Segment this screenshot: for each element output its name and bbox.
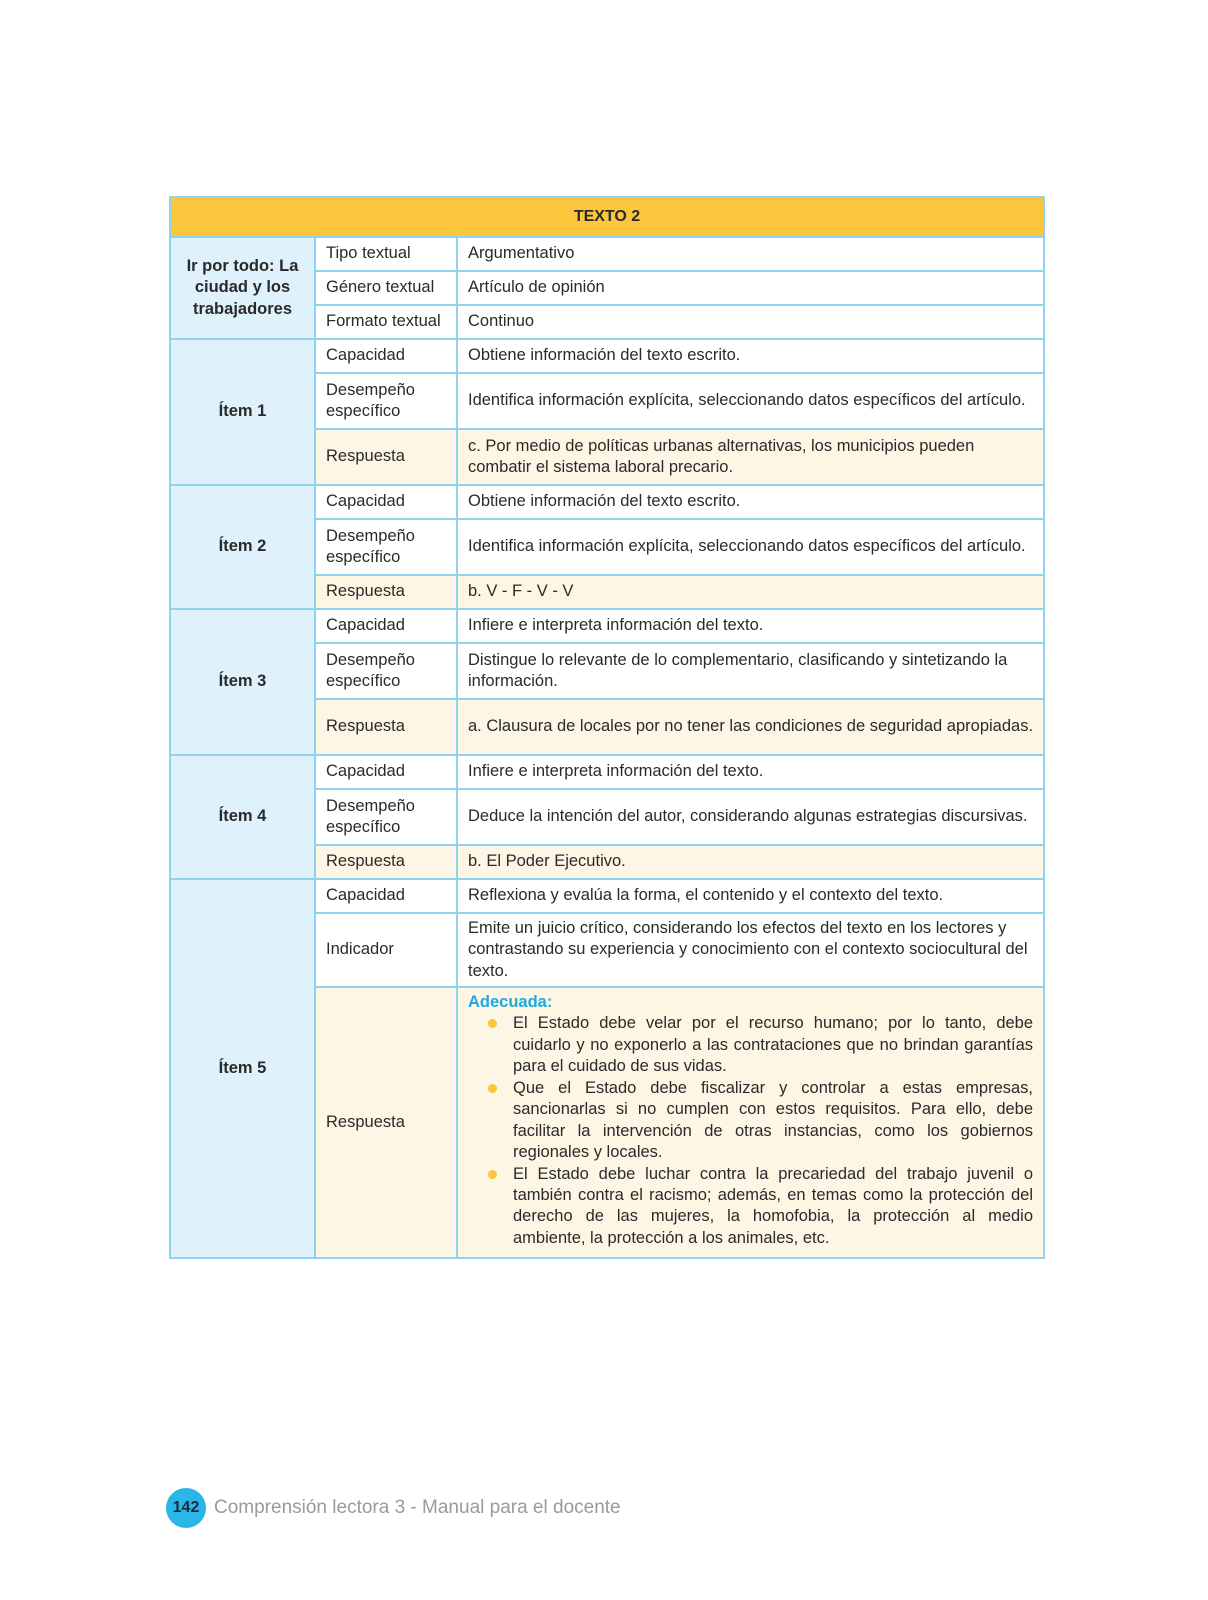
item-label: Ítem 3 [170, 609, 315, 755]
text-title: Ir por todo: La ciudad y los trabajadores [170, 237, 315, 339]
row-label: Respuesta [315, 575, 457, 609]
item-label: Ítem 4 [170, 755, 315, 879]
row-value: Reflexiona y evalúa la forma, el contenido y el contexto del texto. [457, 879, 1044, 913]
row-value: Deduce la intención del autor, considerando algunas estrategias discursivas. [457, 789, 1044, 845]
row-value: Artículo de opinión [457, 271, 1044, 305]
row-label: Capacidad [315, 339, 457, 373]
row-value: Infiere e interpreta información del texto. [457, 755, 1044, 789]
row-label: Capacidad [315, 485, 457, 519]
page-number-badge: 142 [166, 1488, 206, 1528]
list-item [468, 1013, 1033, 1077]
bullet-text: Que el Estado debe fiscalizar y controlar a estas empresas, sancionarlas si no cumplen con estos requisitos. Para ello, debe facilitar la intervención de otras instancias, como los gobiernos regionales y locales. [513, 1078, 1034, 1162]
row-label: Respuesta [315, 699, 457, 755]
row-value: Argumentativo [457, 237, 1044, 271]
row-label: Género textual [315, 271, 457, 305]
answer-cell [457, 987, 1044, 1258]
row-value: Obtiene información del texto escrito. [457, 339, 1044, 373]
row-label: Tipo textual [315, 237, 457, 271]
assessment-table [169, 196, 1045, 1259]
answer-value: c. Por medio de políticas urbanas alternativas, los municipios pueden combatir el sistema laboral precario. [457, 429, 1044, 485]
row-label: Desempeño específico [315, 789, 457, 845]
item-label: Ítem 5 [170, 879, 315, 1258]
bullet-dot-icon [488, 1084, 497, 1093]
row-value: Obtiene información del texto escrito. [457, 485, 1044, 519]
answer-value: b. El Poder Ejecutivo. [457, 845, 1044, 879]
row-label: Desempeño específico [315, 373, 457, 429]
item-label: Ítem 2 [170, 485, 315, 609]
page-footer [166, 1488, 621, 1528]
row-value: Identifica información explícita, seleccionando datos específicos del artículo. [457, 373, 1044, 429]
row-label: Formato textual [315, 305, 457, 339]
bullet-text: El Estado debe velar por el recurso humano; por lo tanto, debe cuidarlo y no exponerlo a las contrataciones que no brindan garantías para el cuidado de sus vidas. [513, 1014, 1034, 1076]
bullet-dot-icon [488, 1170, 497, 1179]
row-value: Emite un juicio crítico, considerando los efectos del texto en los lectores y contrastando su experiencia y conocimiento con el contexto sociocultural del texto. [457, 913, 1044, 987]
item-label: Ítem 1 [170, 339, 315, 485]
answer-heading: Adecuada: [468, 993, 553, 1011]
bullet-dot-icon [488, 1019, 497, 1028]
answer-value: a. Clausura de locales por no tener las condiciones de seguridad apropiadas. [457, 699, 1044, 755]
row-label: Respuesta [315, 429, 457, 485]
book-title: Comprensión lectora 3 - Manual para el docente [214, 1497, 621, 1518]
row-label: Respuesta [315, 845, 457, 879]
row-label: Respuesta [315, 987, 457, 1258]
row-label: Capacidad [315, 755, 457, 789]
row-label: Capacidad [315, 609, 457, 643]
row-value: Distingue lo relevante de lo complementario, clasificando y sintetizando la información. [457, 643, 1044, 699]
row-label: Indicador [315, 913, 457, 987]
row-value: Continuo [457, 305, 1044, 339]
answer-list [468, 1013, 1033, 1255]
table-header: TEXTO 2 [170, 197, 1044, 237]
list-item [468, 1078, 1033, 1164]
row-label: Desempeño específico [315, 519, 457, 575]
answer-value: b. V - F - V - V [457, 575, 1044, 609]
row-label: Desempeño específico [315, 643, 457, 699]
row-label: Capacidad [315, 879, 457, 913]
bullet-text: El Estado debe luchar contra la precariedad del trabajo juvenil o también contra el racismo; además, en temas como la protección del derecho de las mujeres, la homofobia, la protección al medio ambiente, la protección a los animales, etc. [513, 1164, 1034, 1247]
row-value: Infiere e interpreta información del texto. [457, 609, 1044, 643]
row-value: Identifica información explícita, seleccionando datos específicos del artículo. [457, 519, 1044, 575]
list-item [468, 1164, 1033, 1250]
